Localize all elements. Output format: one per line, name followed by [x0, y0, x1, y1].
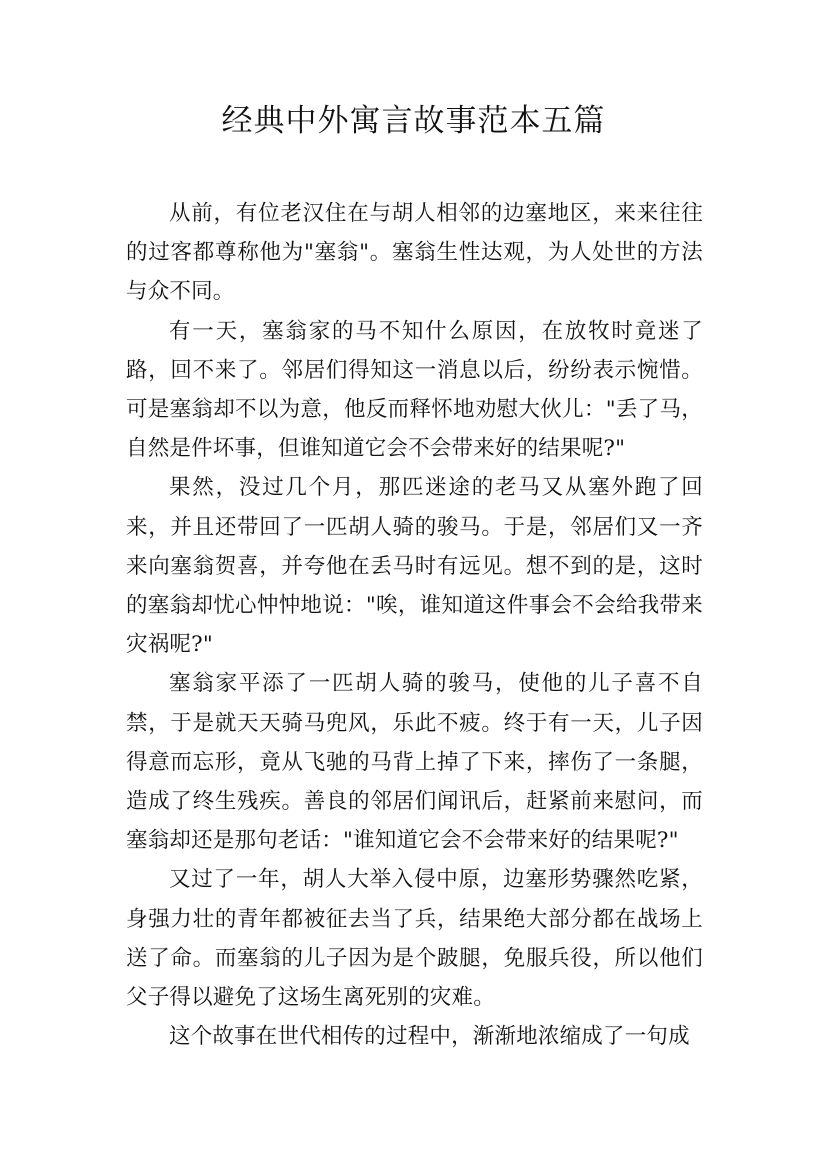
paragraph-4: 塞翁家平添了一匹胡人骑的骏马，使他的儿子喜不自禁，于是就天天骑马兜风，乐此不疲。终于有一天，儿子因得意而忘形，竟从飞驰的马背上掉了下来，摔伤了一条腿，造成了终生残疾。善良的邻居们闻讯后，赶紧前来慰问，而塞翁却还是那句老话："谁知道它会不会带来好的结果呢?": [126, 671, 703, 854]
document-body: [126, 194, 703, 1056]
paragraph-2: 有一天，塞翁家的马不知什么原因，在放牧时竟迷了路，回不来了。邻居们得知这一消息以后，纷纷表示惋惜。可是塞翁却不以为意，他反而释怀地劝慰大伙儿："丢了马，自然是件坏事，但谁知道它会不会带来好的结果呢?": [126, 318, 703, 462]
paragraph-6: 这个故事在世代相传的过程中，渐渐地浓缩成了一句成: [169, 1024, 690, 1050]
document-title: 经典中外寓言故事范本五篇: [221, 103, 606, 139]
paragraph-1: 从前，有位老汉住在与胡人相邻的边塞地区，来来往往的过客都尊称他为"塞翁"。塞翁生性达观，为人处世的方法与众不同。: [126, 201, 703, 305]
paragraph-3: 果然，没过几个月，那匹迷途的老马又从塞外跑了回来，并且还带回了一匹胡人骑的骏马。于是，邻居们又一齐来向塞翁贺喜，并夸他在丢马时有远见。想不到的是，这时的塞翁却忧心忡忡地说："唉，谁知道这件事会不会给我带来灾祸呢?": [126, 475, 703, 658]
paragraph-5: 又过了一年，胡人大举入侵中原，边塞形势骤然吃紧，身强力壮的青年都被征去当了兵，结果绝大部分都在战场上送了命。而塞翁的儿子因为是个跛腿，免服兵役，所以他们父子得以避免了这场生离死别的灾难。: [126, 867, 703, 1011]
